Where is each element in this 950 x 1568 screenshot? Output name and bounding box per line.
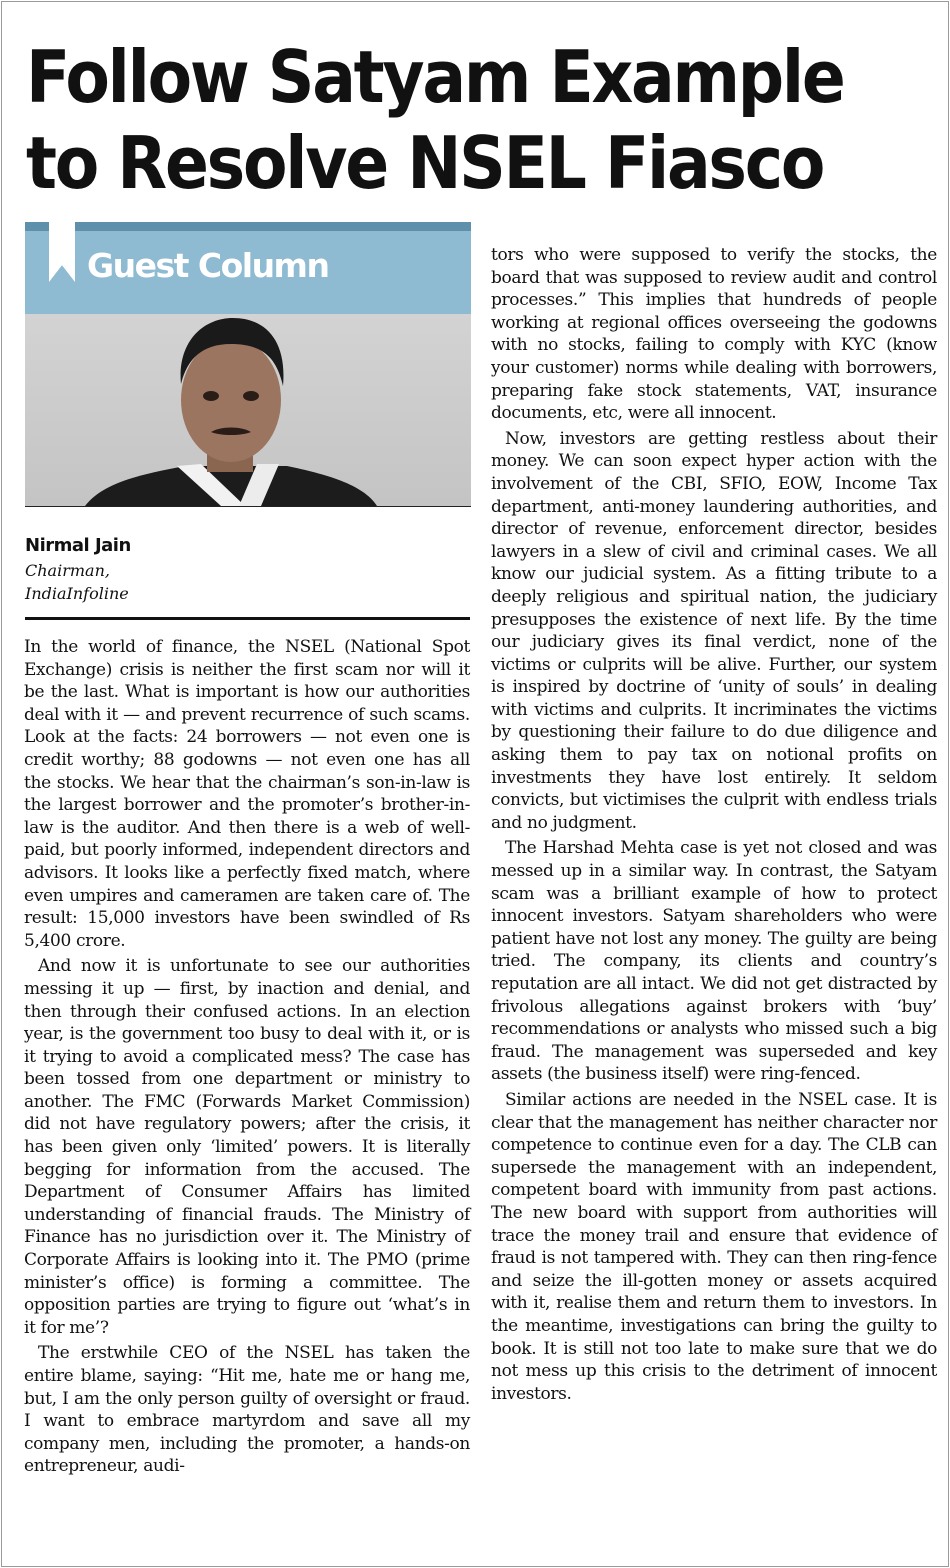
headline-line-1: Follow Satyam Example xyxy=(26,35,844,119)
byline-divider xyxy=(25,617,470,620)
author-photo xyxy=(25,314,471,506)
paragraph: The Harshad Mehta case is yet not closed and was messed up in a similar way. In contrast, the Satyam scam was a brilliant example of how to protect innocent investors. Satyam shareholders who were patient have not lost any money. The guilty are being tried. The company, its clients and country’s reputation are all intact. We did not get distracted by frivolous allegations against brokers with ‘buy’ recommendations or analysts who missed such a big fraud. The management was superseded and key assets (the business itself) were ring-fenced. xyxy=(491,838,937,1085)
headline xyxy=(26,34,844,206)
paragraph: tors who were supposed to verify the stocks, the board that was supposed to review audit and control processes.” This implies that hundreds of people working at regional offices overseeing the godowns with no stocks, failing to comply with KYC (know your customer) norms while dealing with borrowers, preparing fake stock statements, VAT, insurance documents, etc, were all innocent. xyxy=(491,245,937,424)
paragraph: And now it is unfortunate to see our authorities messing it up — first, by inaction and denial, and then through their confused actions. In an election year, is the government too busy to deal with it, or is it trying to avoid a complicated mess? The case has been tossed from one department or ministry to another. The FMC (Forwards Market Commission) did not have regulatory powers; after the crisis, it has been given only ‘limited’ powers. It is literally begging for information from the accused. The Department of Consumer Affairs has limited understanding of financial frauds. The Ministry of Finance has no jurisdiction over it. The Ministry of Corporate Affairs is looking into it. The PMO (prime minister’s office) is forming a committee. The opposition parties are trying to figure out ‘what’s in it for me’? xyxy=(24,956,470,1338)
paragraph: Now, investors are getting restless about their money. We can soon expect hyper action with the involvement of the CBI, SFIO, EOW, Income Tax department, anti-money laundering authorities, and director of revenue, enforcement director, besides lawyers in a slew of civil and criminal cases. We all know our judicial system. As a fitting tribute to a deeply religious and spiritual nation, the judiciary presupposes the existence of next life. By the time our judiciary gives its final verdict, none of the victims or culprits will be alive. Further, our system is inspired by doctrine of ‘unity of souls’ in dealing with victims and culprits. It incriminates the victims by questioning their failure to do due diligence and asking them to pay tax on notional profits on investments they have lost entirely. It seldom convicts, but victimises the culprit with endless trials and no judgment. xyxy=(491,428,937,833)
bookmark-icon xyxy=(49,222,75,282)
author-organization: IndiaInfoline xyxy=(25,584,129,603)
guest-column-banner xyxy=(25,222,471,314)
paragraph: The erstwhile CEO of the NSEL has taken the entire blame, saying: “Hit me, hate me or hang me, but, I am the only person guilty of oversight or fraud. I want to embrace martyrdom and save all my company men, including the promoter, a hands-on entrepreneur, audi- xyxy=(24,1343,470,1477)
paragraph: In the world of finance, the NSEL (National Spot Exchange) crisis is neither the first scam nor will it be the last. What is important is how our authorities deal with it — and prevent recurrence of such scams. Look at the facts: 24 borrowers — not even one is credit worthy; 88 godowns — not even one has all the stocks. We hear that the chairman’s son-in-law is the largest borrower and the promoter’s brother-in-law is the auditor. And then there is a web of well-paid, but poorly informed, independent directors and advisors. It looks like a perfectly fixed match, where even umpires and cameramen are taken care of. The result: 15,000 investors have been swindled of Rs 5,400 crore. xyxy=(24,637,470,951)
article-column-right xyxy=(491,244,937,1405)
guest-column-label: Guest Column xyxy=(87,246,329,285)
headline-line-2: to Resolve NSEL Fiasco xyxy=(26,121,824,205)
photo-divider xyxy=(25,506,471,507)
author-title: Chairman, xyxy=(25,561,110,580)
author-portrait-illustration xyxy=(25,314,471,506)
banner-top-stripe xyxy=(25,222,471,231)
author-name: Nirmal Jain xyxy=(25,535,131,556)
article-column-left xyxy=(24,636,470,1478)
paragraph: Similar actions are needed in the NSEL case. It is clear that the management has neither character nor competence to continue even for a day. The CLB can supersede the management with an independent, competent board with immunity from past actions. The new board with support from authorities will trace the money trail and ensure that evidence of fraud is not tampered with. They can then ring-fence and seize the ill-gotten money or assets acquired with it, realise them and return them to investors. In the meantime, investigations can bring the guilty to book. It is still not too late to make sure that we do not mess up this crisis to the detriment of innocent investors. xyxy=(491,1089,937,1404)
